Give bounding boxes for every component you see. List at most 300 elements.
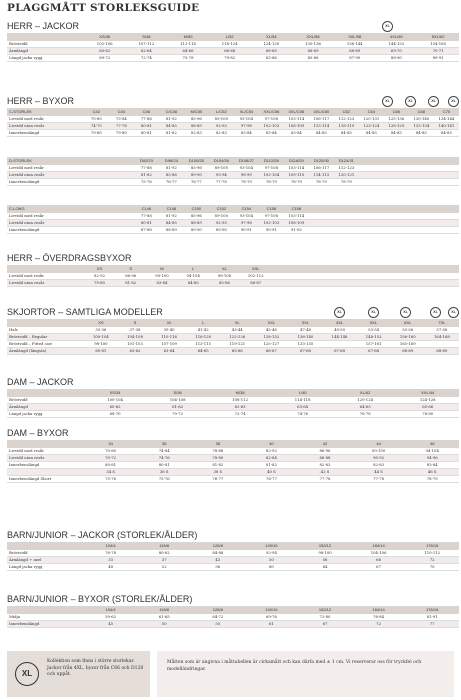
- table-cell: 75-76: [84, 476, 138, 483]
- table-cell: 82-84: [245, 455, 299, 462]
- xl-badge-icon: XL: [382, 21, 393, 32]
- table-cell: 125-127: [254, 341, 288, 348]
- table-cell: 90-92: [352, 455, 406, 462]
- table-cell: [409, 172, 434, 179]
- header-cell: D116/29: [284, 157, 309, 165]
- header-cell: [309, 205, 334, 213]
- header-cell: C148: [159, 205, 184, 213]
- table-header-row: [7, 542, 459, 550]
- table-cell: 112-118: [167, 41, 209, 48]
- header-cell: [334, 205, 359, 213]
- table-cell: 110-116: [152, 334, 186, 341]
- table-cell: 90-100: [146, 273, 177, 280]
- table-cell: 72: [405, 557, 459, 564]
- table-cell: 82-92: [84, 273, 115, 280]
- table-cell: 72-74: [126, 55, 168, 62]
- row-label: [7, 469, 84, 476]
- table-cell: 81-91: [405, 614, 459, 621]
- header-cell: [7, 440, 84, 448]
- table-cell: 84-88: [191, 550, 245, 557]
- row-label: Innerbenslängd Short: [7, 476, 84, 483]
- section-title: DAM – JACKOR: [7, 377, 74, 387]
- table-cell: 84-85: [359, 130, 384, 137]
- table-cell: [303, 280, 334, 287]
- table-cell: 108-112: [209, 397, 272, 404]
- header-cell: C-LONG: [7, 205, 84, 213]
- header-cell: M/50: [167, 33, 209, 41]
- table-cell: 70-72: [84, 455, 138, 462]
- table-cell: 77-88: [134, 116, 159, 123]
- table-cell: 97-98: [234, 220, 259, 227]
- table-cell: 84-85: [159, 220, 184, 227]
- table-cell: 78-79: [309, 179, 334, 186]
- table-cell: 102-103: [259, 220, 284, 227]
- table-cell: 78-79: [234, 179, 259, 186]
- table-cell: 97-108: [259, 165, 284, 172]
- header-cell: D-STORLEK: [7, 157, 84, 165]
- header-cell: XXL: [240, 265, 271, 273]
- table-cell: 61-62: [146, 404, 209, 411]
- table-cell: 83-84: [234, 130, 259, 137]
- table-cell: 80-82: [137, 550, 191, 557]
- table-cell: 84-85: [409, 130, 434, 137]
- xl-badge-icon: XL: [400, 307, 411, 318]
- table-cell: 93-104: [234, 213, 259, 220]
- header-cell: C158: [284, 205, 309, 213]
- row-label: Livvidd med resår: [7, 273, 84, 280]
- table-cell: [409, 220, 434, 227]
- table-cell: 83-84: [146, 280, 177, 287]
- table-cell: 148-152: [357, 334, 391, 341]
- table-row: [7, 55, 459, 62]
- table-cell: [323, 341, 357, 348]
- size-table: [7, 108, 459, 137]
- table-cell: 84-85: [334, 130, 359, 137]
- table-row: [7, 476, 459, 483]
- header-cell: 38: [191, 440, 245, 448]
- header-cell: [84, 205, 109, 213]
- table-cell: 70-80: [84, 448, 138, 455]
- table-cell: 106-117: [309, 116, 334, 123]
- table-row: [7, 123, 459, 130]
- table-cell: 77-78: [209, 179, 234, 186]
- table-cell: 123-124: [359, 123, 384, 130]
- table-cell: 89-91: [417, 55, 459, 62]
- table-wrapper: [7, 319, 459, 355]
- header-cell: 128/8: [191, 606, 245, 614]
- table-cell: [359, 172, 384, 179]
- table-cell: 67: [352, 564, 406, 571]
- header-cell: 176/16: [405, 606, 459, 614]
- table-cell: 64-72: [191, 614, 245, 621]
- page-title: PLAGGMÅTT STORLEKSGUIDE: [7, 2, 200, 14]
- header-cell: 140/10: [245, 606, 299, 614]
- table-cell: 68-70: [84, 411, 147, 418]
- header-cell: L: [178, 265, 209, 273]
- table-row: [7, 348, 459, 355]
- header-cell: XXL/C56: [259, 108, 284, 116]
- header-cell: D112/28: [259, 157, 284, 165]
- table-cell: 72-80: [298, 614, 352, 621]
- table-cell: 77-78: [298, 476, 352, 483]
- table-cell: 65-66: [396, 404, 459, 411]
- table-cell: 42 S: [298, 469, 352, 476]
- table-cell: [365, 280, 396, 287]
- table-cell: 79-80: [84, 130, 109, 137]
- table-cell: 85-86: [292, 55, 334, 62]
- header-cell: 34: [84, 440, 138, 448]
- table-cell: 85-96: [184, 213, 209, 220]
- table-cell: 98-100: [84, 341, 118, 348]
- table-cell: 61: [245, 621, 299, 628]
- header-cell: [409, 205, 434, 213]
- table-cell: 84-85: [309, 130, 334, 137]
- table-cell: 61-65: [137, 614, 191, 621]
- table-row: [7, 564, 459, 571]
- header-cell: [365, 265, 396, 273]
- header-cell: 152/12: [298, 606, 352, 614]
- table-cell: 107-109: [152, 341, 186, 348]
- table-cell: 86-96: [115, 273, 146, 280]
- table-cell: 98-99: [234, 172, 259, 179]
- header-cell: M/38: [209, 389, 272, 397]
- table-cell: 93-104: [234, 116, 259, 123]
- table-cell: 69-70: [376, 48, 418, 55]
- header-cell: 164/14: [352, 542, 406, 550]
- table-cell: 81-82: [191, 462, 245, 469]
- table-cell: 35-36: [84, 327, 118, 334]
- table-cell: 76-77: [159, 179, 184, 186]
- header-cell: XL: [220, 319, 254, 327]
- table-cell: 112-123: [334, 116, 359, 123]
- table-cell: 82-83: [352, 462, 406, 469]
- table-cell: 68-69: [334, 48, 376, 55]
- table-cell: 92-93: [209, 123, 234, 130]
- header-cell: 44: [352, 440, 406, 448]
- table-cell: 68-69: [251, 48, 293, 55]
- table-cell: 157-161: [357, 341, 391, 348]
- row-label: Bröstvidd: [7, 397, 84, 404]
- header-cell: C46: [134, 108, 159, 116]
- table-cell: 83-86: [251, 55, 293, 62]
- row-label: Längd jacka rygg: [7, 55, 84, 62]
- table-cell: 94-104: [178, 273, 209, 280]
- table-cell: [84, 172, 109, 179]
- size-table: [7, 265, 459, 287]
- size-section: [7, 306, 459, 353]
- table-cell: 75-84: [109, 116, 134, 123]
- table-cell: [334, 227, 359, 234]
- table-cell: 154-160: [417, 41, 459, 48]
- header-cell: 7XL: [425, 319, 459, 327]
- table-cell: 77-78: [109, 123, 134, 130]
- header-cell: [7, 33, 84, 41]
- table-row: [7, 455, 459, 462]
- size-section: [7, 427, 459, 481]
- table-cell: [434, 179, 459, 186]
- header-cell: 104/4: [84, 606, 138, 614]
- table-cell: 89-90: [184, 227, 209, 234]
- row-label: Livvidd utan resår: [7, 280, 84, 287]
- header-cell: [303, 265, 334, 273]
- row-label: Längd jacka rygg: [7, 411, 84, 418]
- header-cell: 3XL: [288, 319, 322, 327]
- size-section: [7, 20, 459, 60]
- table-cell: 82-83: [209, 130, 234, 137]
- section-title: BARN/JUNIOR – BYXOR (STORLEK/ÅLDER): [7, 594, 193, 604]
- xl-badge-icon: XL: [382, 96, 393, 107]
- header-cell: L/40: [271, 389, 334, 397]
- table-cell: [396, 280, 427, 287]
- table-cell: 124-130: [251, 41, 293, 48]
- xl-badge-icon: XL: [334, 307, 345, 318]
- header-cell: 140/10: [245, 542, 299, 550]
- header-cell: 116/6: [137, 542, 191, 550]
- table-cell: 83-84: [259, 130, 284, 137]
- table-cell: 78-88: [191, 448, 245, 455]
- table-cell: 119-121: [220, 341, 254, 348]
- table-cell: 74-76: [137, 455, 191, 462]
- table-cell: 118-119: [334, 123, 359, 130]
- size-table: [7, 389, 459, 418]
- table-cell: 140-141: [434, 123, 459, 130]
- header-cell: [359, 157, 384, 165]
- row-label: Hals: [7, 327, 84, 334]
- row-label: Längd jacka rygg: [7, 564, 84, 571]
- table-cell: 37-38: [118, 327, 152, 334]
- header-cell: D120/30: [309, 157, 334, 165]
- table-cell: 85-96: [184, 165, 209, 172]
- table-header-row: [7, 157, 459, 165]
- table-wrapper: [7, 108, 459, 137]
- table-cell: 80-81: [137, 462, 191, 469]
- table-cell: 70: [405, 564, 459, 571]
- table-cell: 69-72: [84, 55, 126, 62]
- table-cell: 79-82: [209, 55, 251, 62]
- table-cell: 78-79: [334, 179, 359, 186]
- table-cell: 130-140: [409, 116, 434, 123]
- xl-badge-icon: XL: [430, 307, 441, 318]
- header-cell: [434, 205, 459, 213]
- table-cell: 60-61: [84, 348, 118, 355]
- table-cell: 69-76: [245, 614, 299, 621]
- table-cell: 113-114: [309, 123, 334, 130]
- header-cell: [428, 265, 459, 273]
- header-cell: 46: [405, 440, 459, 448]
- table-cell: 46 S: [405, 469, 459, 476]
- header-cell: XS: [84, 265, 115, 273]
- table-cell: [359, 227, 384, 234]
- header-cell: 5XL: [357, 319, 391, 327]
- table-cell: 52: [137, 564, 191, 571]
- table-cell: 93-104: [234, 165, 259, 172]
- header-cell: C156: [259, 205, 284, 213]
- table-row: [7, 172, 459, 179]
- header-cell: 116/6: [137, 606, 191, 614]
- table-cell: 72: [352, 621, 406, 628]
- table-cell: 67: [298, 621, 352, 628]
- header-cell: D92/23: [134, 157, 159, 165]
- header-cell: M/C50: [184, 108, 209, 116]
- table-cell: 83-84: [284, 130, 309, 137]
- table-cell: [84, 220, 109, 227]
- row-label: Ärmlängd + axel: [7, 557, 84, 564]
- header-cell: 40: [245, 440, 299, 448]
- table-header-row: [7, 265, 459, 273]
- table-wrapper: [7, 265, 459, 287]
- table-wrapper: [7, 542, 459, 571]
- header-cell: XL: [209, 265, 240, 273]
- table-header-row: [7, 108, 459, 116]
- table-row: [7, 469, 459, 476]
- xl-badge-icon: XL: [448, 307, 459, 318]
- table-cell: 76-77: [191, 476, 245, 483]
- table-header-row: [7, 205, 459, 213]
- table-cell: 82-83: [184, 130, 209, 137]
- header-cell: S: [118, 319, 152, 327]
- table-cell: 45: [84, 621, 138, 628]
- table-row: [7, 227, 459, 234]
- table-cell: 63-64: [152, 348, 186, 355]
- header-cell: C68: [409, 108, 434, 116]
- header-cell: XXL: [254, 319, 288, 327]
- header-cell: C42: [84, 108, 109, 116]
- table-cell: 74-84: [137, 448, 191, 455]
- header-cell: S: [115, 265, 146, 273]
- table-cell: 93-94: [209, 172, 234, 179]
- footer-disclaimer-box: [157, 651, 454, 697]
- header-cell: D100/25: [184, 157, 209, 165]
- header-cell: C150: [184, 205, 209, 213]
- table-header-row: [7, 606, 459, 614]
- header-cell: M: [146, 265, 177, 273]
- table-cell: 78-80: [396, 411, 459, 418]
- table-row: [7, 621, 459, 628]
- table-cell: 87-90: [334, 55, 376, 62]
- table-cell: 62-63: [209, 404, 272, 411]
- row-label: Livvidd med resår: [7, 213, 84, 220]
- table-cell: 81-92: [159, 116, 184, 123]
- table-cell: 75-78: [167, 55, 209, 62]
- table-cell: [359, 220, 384, 227]
- table-cell: 64-65: [334, 404, 397, 411]
- section-title: DAM – BYXOR: [7, 428, 69, 438]
- table-cell: 90-91: [234, 227, 259, 234]
- header-cell: 152/12: [298, 542, 352, 550]
- header-cell: 4XL: [323, 319, 357, 327]
- table-cell: 120-124: [334, 397, 397, 404]
- table-cell: 70-72: [146, 411, 209, 418]
- header-cell: C/C48: [159, 108, 184, 116]
- section-title: HERR – ÖVERDRAGSBYXOR: [7, 253, 132, 263]
- table-cell: [409, 227, 434, 234]
- header-cell: [7, 265, 84, 273]
- header-cell: S/36: [146, 389, 209, 397]
- table-cell: 57-58: [425, 327, 459, 334]
- header-cell: XL/C54: [234, 108, 259, 116]
- table-cell: 67-68: [357, 348, 391, 355]
- row-label: Livvidd utan resår: [7, 455, 84, 462]
- table-cell: 75-76: [137, 476, 191, 483]
- footer-note-text: Kollektion som finns i större storlekar. Jackor från 4XL, byxor från C66 och D128 och uppåt.: [47, 659, 144, 677]
- table-cell: 86-88: [298, 455, 352, 462]
- table-cell: 59-62: [84, 614, 138, 621]
- table-cell: 39-40: [152, 327, 186, 334]
- table-cell: 116-120: [186, 334, 220, 341]
- table-cell: 136-144: [334, 41, 376, 48]
- table-cell: 81-82: [245, 462, 299, 469]
- table-cell: 88-90: [376, 55, 418, 62]
- table-cell: 89-90: [209, 227, 234, 234]
- header-cell: [434, 157, 459, 165]
- header-cell: [271, 265, 302, 273]
- header-cell: XL/54: [251, 33, 293, 41]
- table-cell: 75-76: [134, 179, 159, 186]
- table-cell: 114-115: [309, 172, 334, 179]
- table-cell: 128-132: [254, 334, 288, 341]
- table-header-row: [7, 319, 459, 327]
- table-cell: 37: [137, 557, 191, 564]
- row-label: Livvidd med resår: [7, 448, 84, 455]
- size-section: [7, 529, 459, 569]
- row-label: Innerbenslängd: [7, 621, 84, 628]
- header-cell: C62: [334, 108, 359, 116]
- table-cell: 62-64: [126, 48, 168, 55]
- table-cell: 94-96: [405, 455, 459, 462]
- table-cell: 74-75: [84, 123, 109, 130]
- header-cell: XS: [84, 319, 118, 327]
- table-cell: 72-74: [209, 411, 272, 418]
- header-cell: C146: [134, 205, 159, 213]
- table-cell: 84-85: [178, 280, 209, 287]
- table-header-row: [7, 33, 459, 41]
- table-cell: 63-62: [118, 348, 152, 355]
- table-cell: 128-129: [384, 123, 409, 130]
- table-cell: 81-92: [159, 165, 184, 172]
- table-cell: 60: [245, 564, 299, 571]
- table-cell: [309, 220, 334, 227]
- table-cell: 41-42: [186, 327, 220, 334]
- table-cell: 53-54: [357, 327, 391, 334]
- table-cell: 70-80: [84, 116, 109, 123]
- table-cell: 103-114: [284, 165, 309, 172]
- table-cell: 80-81: [84, 462, 138, 469]
- table-cell: [384, 220, 409, 227]
- table-cell: 34 S: [84, 469, 138, 476]
- table-cell: 78-80: [191, 455, 245, 462]
- header-cell: C152: [209, 205, 234, 213]
- table-row: [7, 404, 459, 411]
- table-cell: 65-66: [220, 348, 254, 355]
- table-cell: 136-140: [288, 334, 322, 341]
- table-cell: 68-69: [391, 348, 425, 355]
- header-cell: 104/4: [84, 542, 138, 550]
- table-cell: 68-69: [292, 48, 334, 55]
- table-cell: 104-108: [118, 334, 152, 341]
- table-cell: 112-123: [334, 165, 359, 172]
- header-cell: XXL/56: [292, 33, 334, 41]
- table-cell: 76-78: [84, 550, 138, 557]
- header-cell: [409, 157, 434, 165]
- header-cell: 36: [137, 440, 191, 448]
- header-cell: [7, 319, 84, 327]
- row-label: Ärmlängd: [7, 404, 84, 411]
- header-cell: 4XL/60: [376, 33, 418, 41]
- table-cell: 100-104: [84, 397, 147, 404]
- header-cell: [334, 265, 365, 273]
- xl-badge-icon: XL: [15, 662, 39, 686]
- table-cell: 133-135: [288, 341, 322, 348]
